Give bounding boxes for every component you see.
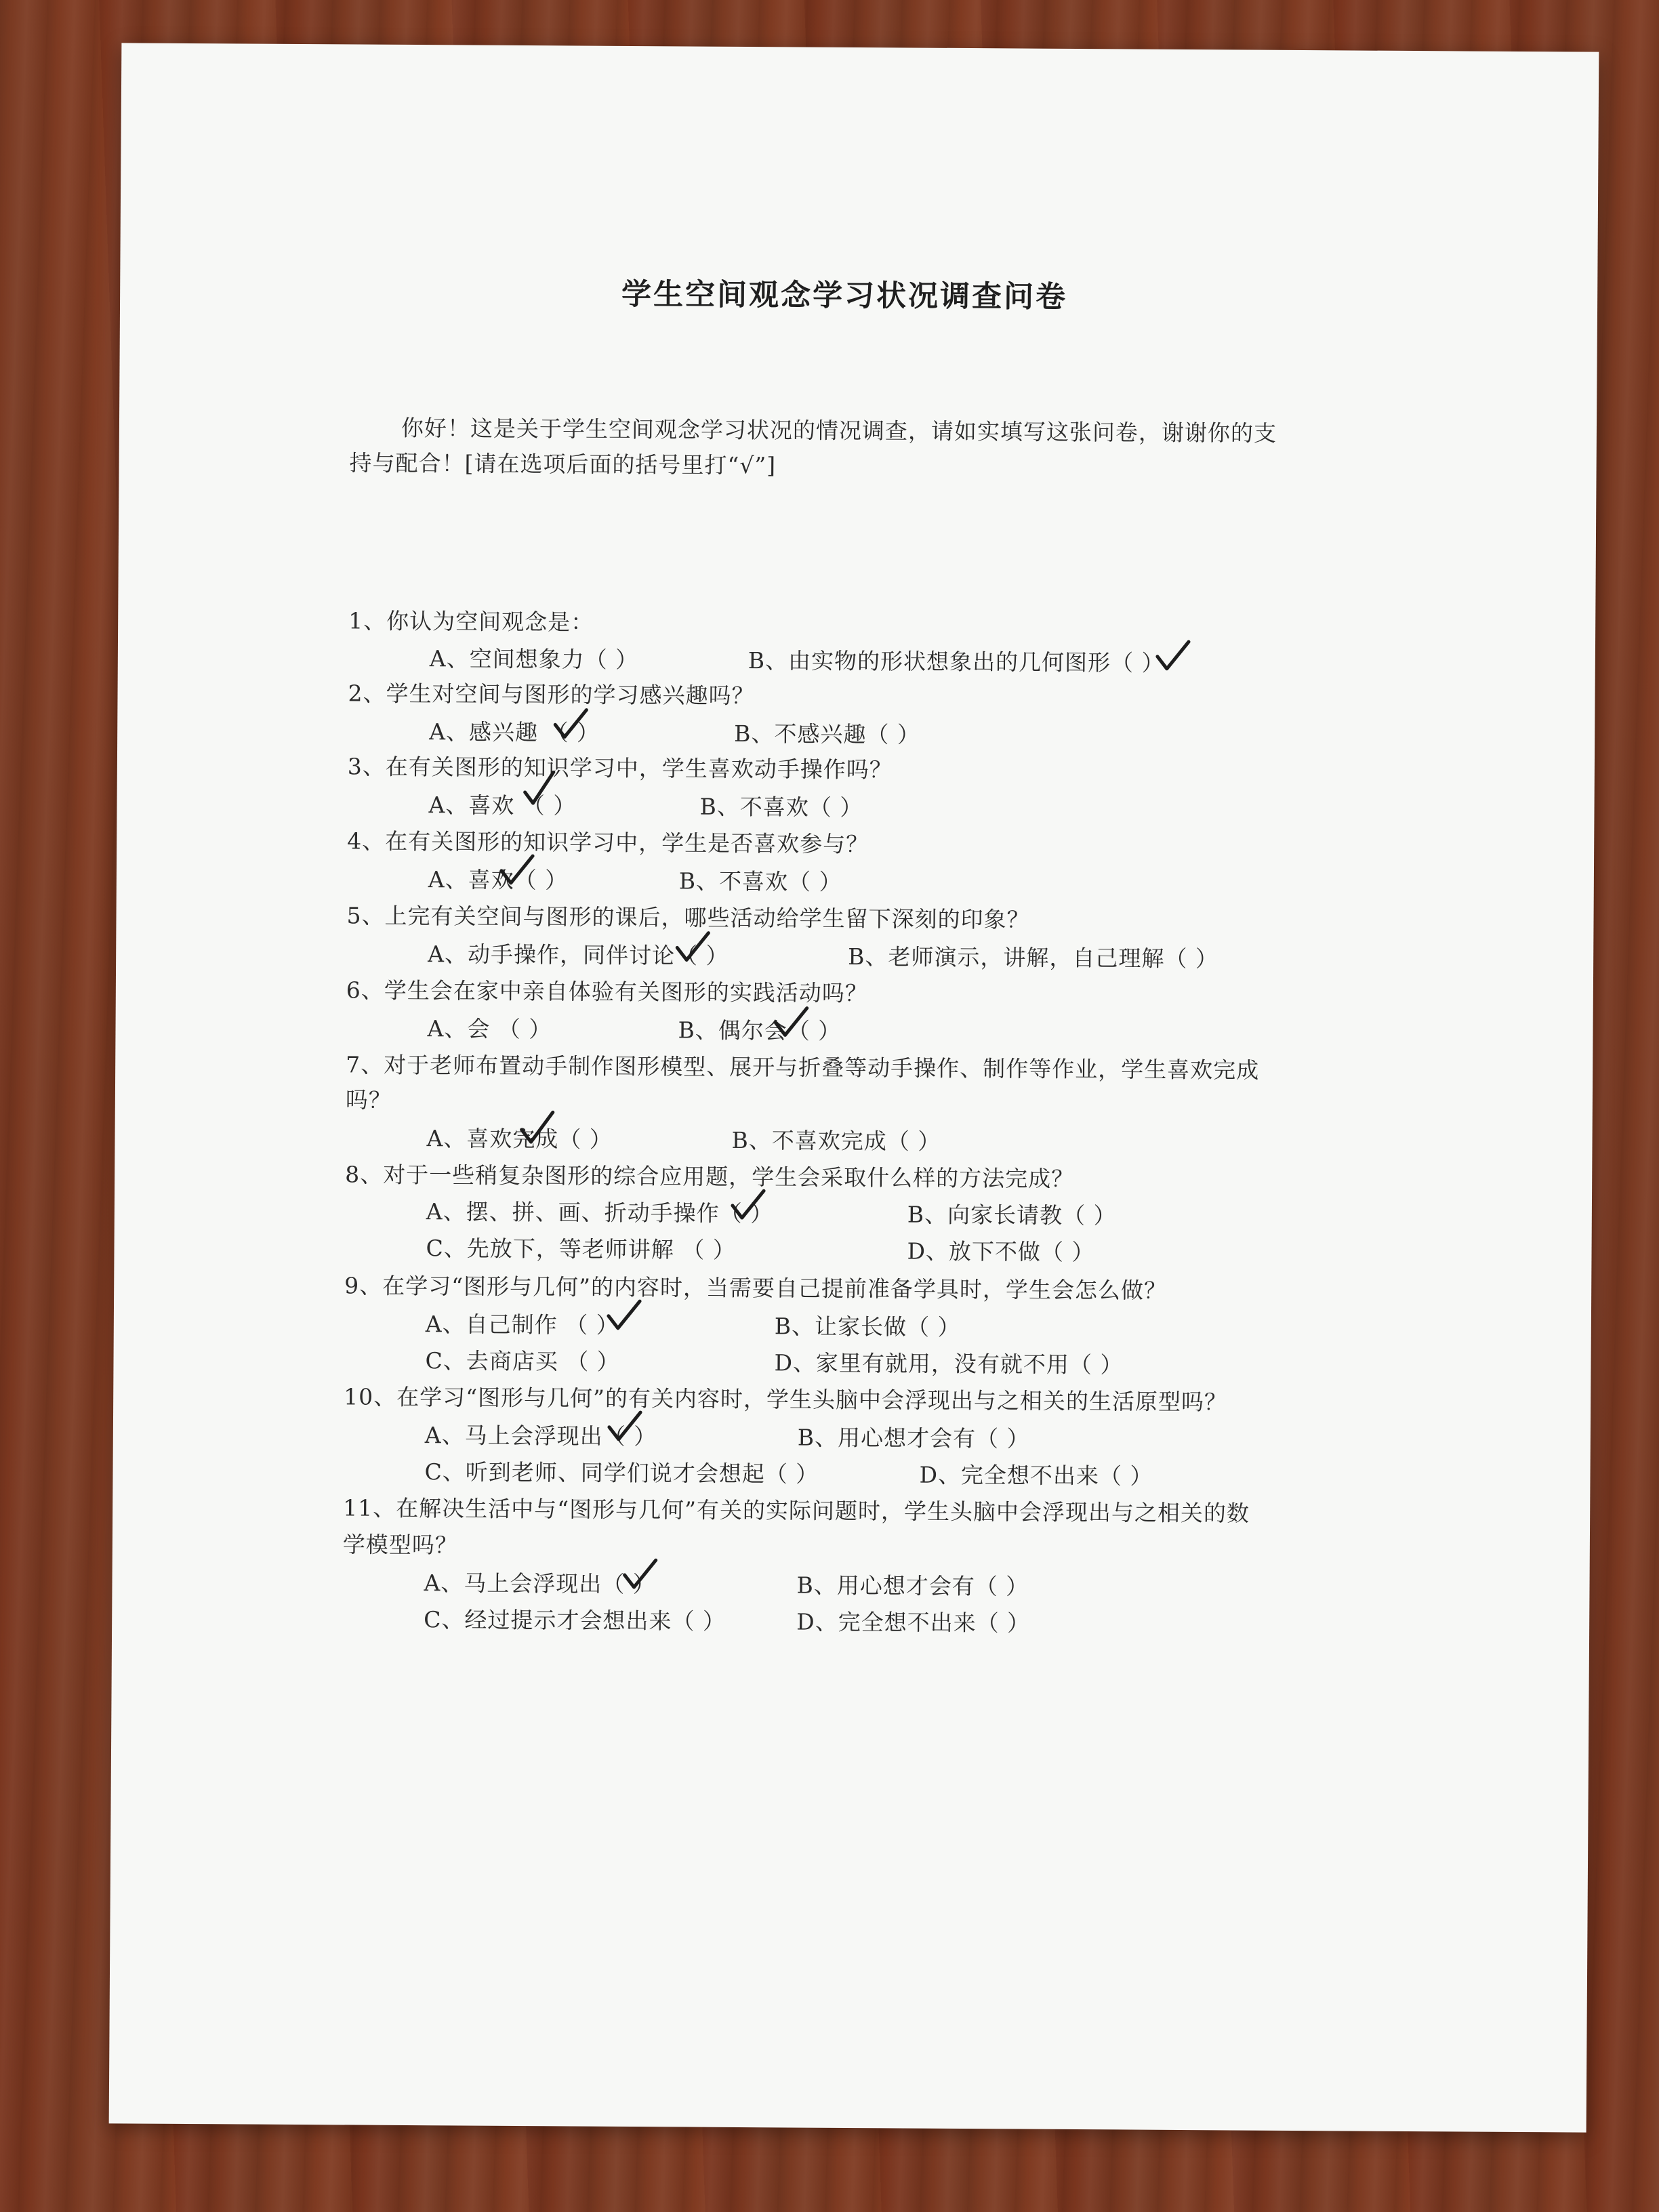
checkmark-icon-q2 bbox=[551, 705, 589, 743]
q11-option-a: A、马上会浮现出（ ） bbox=[424, 1570, 656, 1598]
questionnaire-paper bbox=[109, 43, 1599, 2132]
q2-option-a: A、感兴趣 （ ） bbox=[429, 718, 600, 746]
question-4: 4、在有关图形的知识学习中，学生是否喜欢参与？ bbox=[347, 827, 869, 858]
checkmark-icon-q1 bbox=[1153, 638, 1191, 676]
q6-option-a: A、会 （ ） bbox=[427, 1015, 552, 1043]
checkmark-icon-q11 bbox=[620, 1556, 658, 1594]
q8-option-b: B、向家长请教（ ） bbox=[907, 1201, 1117, 1229]
q11-option-c: C、经过提示才会想出来（ ） bbox=[424, 1606, 726, 1635]
q7-option-a: A、喜欢完成（ ） bbox=[426, 1125, 613, 1153]
document-title: 学生空间观念学习状况调查问卷 bbox=[621, 276, 1068, 314]
q11-option-d: D、完全想不出来（ ） bbox=[796, 1608, 1031, 1637]
q5-option-b: B、老师演示，讲解，自己理解（ ） bbox=[848, 943, 1219, 972]
question-2: 2、学生对空间与图形的学习感兴趣吗？ bbox=[348, 680, 755, 710]
q10-option-d: D、完全想不出来（ ） bbox=[919, 1461, 1153, 1490]
question-8: 8、对于一些稍复杂图形的综合应用题，学生会采取什么样的方法完成？ bbox=[345, 1161, 1075, 1192]
checkmark-icon-q8 bbox=[729, 1187, 766, 1225]
question-11: 11、在解决生活中与“图形与几何”有关的实际问题时，学生头脑中会浮现出与之相关的数 bbox=[343, 1494, 1250, 1527]
checkmark-icon-q5 bbox=[673, 928, 711, 966]
question-3: 3、在有关图形的知识学习中，学生喜欢动手操作吗？ bbox=[347, 753, 893, 783]
question-9: 9、在学习“图形与几何”的内容时，当需要自己提前准备学具时，学生会怎么做？ bbox=[344, 1272, 1168, 1304]
question-7: 7、对于老师布置动手制作图形模型、展开与折叠等动手操作、制作等作业，学生喜欢完成 bbox=[346, 1051, 1260, 1084]
checkmark-icon-q3 bbox=[521, 771, 559, 808]
checkmark-icon-q10 bbox=[605, 1408, 643, 1446]
q9-option-b: B、让家长做（ ） bbox=[774, 1313, 961, 1340]
q2-option-b: B、不感兴趣（ ） bbox=[734, 720, 921, 748]
q9-option-d: D、家里有就用，没有就不用（ ） bbox=[774, 1349, 1124, 1378]
q3-option-b: B、不喜欢（ ） bbox=[699, 793, 863, 821]
question-6: 6、学生会在家中亲自体验有关图形的实践活动吗？ bbox=[346, 977, 868, 1007]
question-11-cont: 学模型吗？ bbox=[342, 1531, 458, 1559]
intro-line-2: 持与配合！[请在选项后面的括号里打“√”] bbox=[349, 449, 777, 479]
q4-option-a: A、喜欢（ ） bbox=[428, 866, 569, 894]
q1-option-b: B、由实物的形状想象出的几何图形（ ） bbox=[747, 647, 1165, 676]
checkmark-icon-q4 bbox=[497, 852, 535, 890]
checkmark-icon-q9 bbox=[605, 1297, 642, 1335]
checkmark-icon-q6 bbox=[771, 1004, 809, 1042]
question-10: 10、在学习“图形与几何”的有关内容时，学生头脑中会浮现出与之相关的生活原型吗？ bbox=[344, 1383, 1228, 1416]
q9-option-c: C、去商店买 （ ） bbox=[425, 1347, 620, 1375]
q10-option-c: C、听到老师、同学们说才会想起（ ） bbox=[424, 1458, 819, 1488]
question-5: 5、上完有关空间与图形的课后，哪些活动给学生留下深刻的印象？ bbox=[346, 902, 1030, 933]
question-7-cont: 吗？ bbox=[345, 1086, 392, 1113]
checkmark-icon-q7 bbox=[517, 1109, 555, 1147]
q9-option-a: A、自己制作 （ ） bbox=[425, 1311, 619, 1338]
q3-option-a: A、喜欢 （ ） bbox=[428, 792, 577, 819]
q10-option-a: A、马上会浮现出（ ） bbox=[424, 1422, 657, 1450]
q8-option-c: C、先放下，等老师讲解 （ ） bbox=[426, 1235, 736, 1263]
q1-option-a: A、空间想象力（ ） bbox=[429, 645, 639, 674]
q4-option-b: B、不喜欢（ ） bbox=[678, 867, 842, 895]
q5-option-a: A、动手操作，同伴讨论（ ） bbox=[428, 941, 729, 969]
q10-option-b: B、用心想才会有（ ） bbox=[797, 1424, 1030, 1452]
intro-line-1: 你好！这是关于学生空间观念学习状况的情况调查，请如实填写这张问卷，谢谢你的支 bbox=[401, 414, 1277, 447]
q7-option-b: B、不喜欢完成（ ） bbox=[731, 1126, 941, 1155]
question-1: 1、你认为空间观念是： bbox=[348, 607, 594, 636]
q8-option-a: A、摆、拼、画、折动手操作（ ） bbox=[426, 1198, 774, 1227]
q6-option-b: B、偶尔会（ ） bbox=[678, 1017, 842, 1044]
q11-option-b: B、用心想才会有（ ） bbox=[796, 1572, 1029, 1600]
q8-option-d: D、放下不做（ ） bbox=[907, 1237, 1095, 1266]
